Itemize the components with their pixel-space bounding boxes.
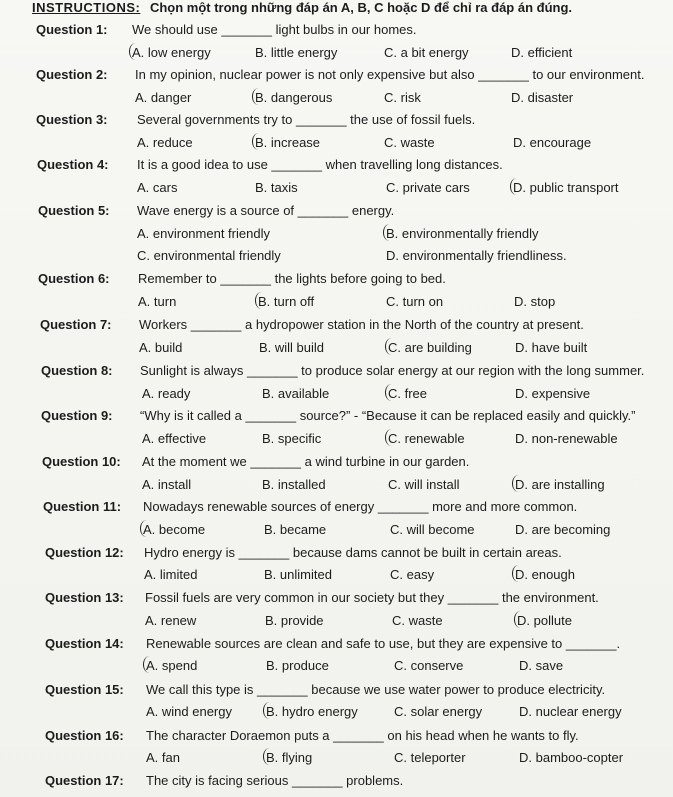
answer-option[interactable]: D. stop <box>514 294 556 309</box>
instructions <box>32 0 572 15</box>
answer-option[interactable]: D. nuclear energy <box>519 704 622 719</box>
answer-option[interactable]: C. renewable <box>388 431 465 446</box>
question-number: Question 6: <box>38 271 110 286</box>
answer-option[interactable]: C. risk <box>384 90 421 105</box>
question-number: Question 8: <box>41 363 113 378</box>
answer-option[interactable]: D. are installing <box>515 477 605 492</box>
question-number: Question 4: <box>37 157 109 172</box>
answer-option[interactable]: C. environmental friendly <box>137 248 281 263</box>
question-number: Question 16: <box>45 728 124 743</box>
answer-option[interactable]: C. will become <box>390 522 475 537</box>
question-stem: Remember to _______ the lights before going to bed. <box>138 271 446 286</box>
answer-option[interactable]: D. are becoming <box>515 522 611 537</box>
question-number: Question 12: <box>45 545 124 560</box>
question-stem: Nowadays renewable sources of energy _______ more and more common. <box>143 499 578 514</box>
answer-option[interactable]: B. unlimited <box>264 567 332 582</box>
answer-option[interactable]: A. build <box>139 340 183 355</box>
question-number: Question 9: <box>41 408 113 423</box>
answer-option[interactable]: D. expensive <box>515 386 591 401</box>
question-stem: In my opinion, nuclear power is not only expensive but also _______ to our environment. <box>135 67 645 82</box>
answer-option[interactable]: A. ready <box>142 386 191 401</box>
answer-option[interactable]: B. hydro energy <box>266 704 358 719</box>
answer-option[interactable]: A. danger <box>135 90 192 105</box>
question-number: Question 13: <box>45 590 124 605</box>
answer-option[interactable]: B. increase <box>255 135 321 150</box>
answer-option[interactable]: B. taxis <box>255 180 298 195</box>
answer-option[interactable]: A. turn <box>138 294 177 309</box>
question-stem: We should use _______ light bulbs in our homes. <box>132 22 417 37</box>
question-number: Question 11: <box>43 499 122 514</box>
answer-option[interactable]: D. have built <box>515 340 588 355</box>
answer-option[interactable]: A. environment friendly <box>137 226 270 241</box>
question-number: Question 10: <box>42 454 121 469</box>
instructions-text: Chọn một trong những đáp án A, B, C hoặc D để chỉ ra đáp án đúng. <box>149 0 573 15</box>
question-stem: Several governments try to _______ the use of fossil fuels. <box>137 112 476 127</box>
answer-option[interactable]: B. will build <box>259 340 325 355</box>
answer-option[interactable]: D. encourage <box>513 135 592 150</box>
answer-option[interactable]: B. installed <box>262 477 326 492</box>
question-stem: At the moment we _______ a wind turbine in our garden. <box>142 454 470 469</box>
answer-option[interactable]: B. provide <box>265 613 324 628</box>
answer-option[interactable]: A. become <box>143 522 206 537</box>
question-stem: Sunlight is always _______ to produce solar energy at our region with the long summer. <box>140 363 645 378</box>
question-stem: The city is facing serious _______ problems. <box>146 773 404 788</box>
answer-option[interactable]: B. environmentally friendly <box>386 226 539 241</box>
answer-option[interactable]: B. little energy <box>255 45 338 60</box>
answer-option[interactable]: B. became <box>264 522 327 537</box>
answer-option[interactable]: D. public transport <box>513 180 619 195</box>
answer-option[interactable]: C. easy <box>390 567 435 582</box>
question-number: Question 17: <box>45 773 124 788</box>
answer-option[interactable]: B. available <box>262 386 330 401</box>
question-stem: Hydro energy is _______ because dams cannot be built in certain areas. <box>144 545 562 560</box>
answer-option[interactable]: C. private cars <box>386 180 470 195</box>
answer-option[interactable]: A. cars <box>137 180 178 195</box>
answer-option[interactable]: D. environmentally friendliness. <box>386 248 567 263</box>
answer-option[interactable]: D. bamboo-copter <box>519 750 624 765</box>
answer-option[interactable]: B. produce <box>266 658 329 673</box>
answer-option[interactable]: D. enough <box>515 567 575 582</box>
question-stem: It is a good idea to use _______ when travelling long distances. <box>137 157 503 172</box>
question-stem: “Why is it called a _______ source?” - “Because it can be replaced easily and quickly.” <box>140 408 636 423</box>
instructions-label: INSTRUCTIONS: <box>32 0 141 15</box>
question-stem: Renewable sources are clean and safe to use, but they are expensive to _______. <box>146 636 621 651</box>
answer-option[interactable]: A. effective <box>142 431 207 446</box>
answer-option[interactable]: A. fan <box>146 750 180 765</box>
answer-option[interactable]: C. waste <box>384 135 435 150</box>
answer-option[interactable]: D. save <box>519 658 564 673</box>
question-stem: Workers _______ a hydropower station in the North of the country at present. <box>139 317 584 332</box>
answer-option[interactable]: A. install <box>142 477 192 492</box>
answer-option[interactable]: C. turn on <box>386 294 444 309</box>
question-number: Question 1: <box>36 22 108 37</box>
answer-option[interactable]: C. free <box>388 386 428 401</box>
answer-option[interactable]: A. low energy <box>132 45 211 60</box>
answer-option[interactable]: A. wind energy <box>146 704 232 719</box>
answer-option[interactable]: A. renew <box>145 613 197 628</box>
answer-option[interactable]: D. pollute <box>517 613 572 628</box>
answer-option[interactable]: C. a bit energy <box>384 45 469 60</box>
question-number: Question 2: <box>36 67 108 82</box>
answer-option[interactable]: D. efficient <box>511 45 573 60</box>
question-number: Question 15: <box>45 682 124 697</box>
question-stem: We call this type is _______ because we use water power to produce electricity. <box>146 682 606 697</box>
question-number: Question 3: <box>36 112 108 127</box>
question-stem: Wave energy is a source of _______ energy. <box>137 203 395 218</box>
answer-option[interactable]: C. are building <box>388 340 472 355</box>
answer-option[interactable]: C. teleporter <box>394 750 466 765</box>
answer-option[interactable]: A. spend <box>146 658 198 673</box>
question-number: Question 14: <box>45 636 124 651</box>
answer-option[interactable]: A. limited <box>144 567 198 582</box>
question-stem: The character Doraemon puts a _______ on his head when he wants to fly. <box>146 728 579 743</box>
answer-option[interactable]: B. dangerous <box>255 90 333 105</box>
answer-option[interactable]: D. disaster <box>511 90 574 105</box>
answer-option[interactable]: C. waste <box>392 613 443 628</box>
answer-option[interactable]: D. non-renewable <box>515 431 618 446</box>
answer-option[interactable]: B. turn off <box>258 294 315 309</box>
question-number: Question 7: <box>40 317 112 332</box>
answer-option[interactable]: C. conserve <box>394 658 464 673</box>
answer-option[interactable]: A. reduce <box>137 135 193 150</box>
answer-option[interactable]: C. will install <box>388 477 460 492</box>
answer-option[interactable]: B. specific <box>262 431 322 446</box>
answer-option[interactable]: B. flying <box>266 750 313 765</box>
question-number: Question 5: <box>38 203 110 218</box>
answer-option[interactable]: C. solar energy <box>394 704 483 719</box>
question-stem: Fossil fuels are very common in our society but they _______ the environment. <box>145 590 599 605</box>
